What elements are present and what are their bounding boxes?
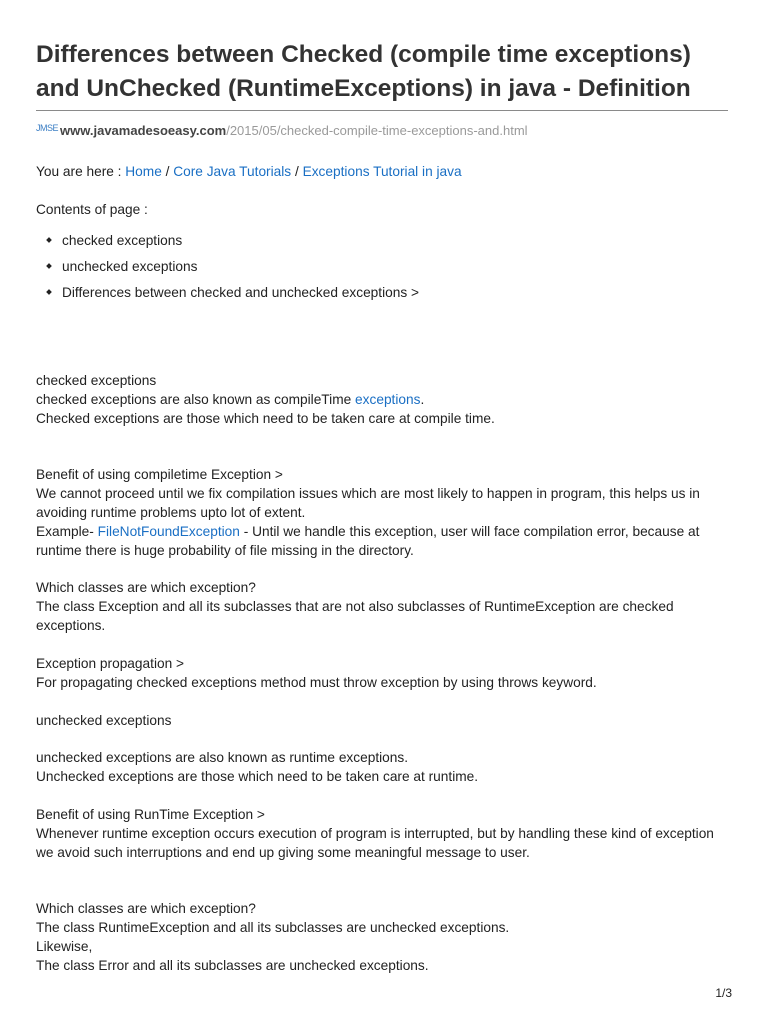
page-header	[36, 38, 728, 309]
title-divider	[36, 110, 728, 111]
unchecked-section	[36, 748, 728, 786]
benefit-compile-section	[36, 465, 728, 560]
source-path[interactable]: /2015/05/checked-compile-time-exceptions-and.html	[226, 123, 528, 138]
contents-item: Differences between checked and unchecked exceptions >	[36, 283, 728, 302]
breadcrumb-core-java-link[interactable]: Core Java Tutorials	[173, 164, 292, 179]
benefit-compile-heading: Benefit of using compiletime Exception >	[36, 467, 283, 482]
unchecked-line-2: Unchecked exceptions are those which need to be taken care at runtime.	[36, 769, 479, 784]
example-text: - Until we handle this exception, user will face compilation error, because at runtime there is huge probability of file missing in the directory.	[36, 524, 700, 558]
which-checked-section	[36, 578, 728, 635]
which-checked-paragraph: The class Exception and all its subclasses that are not also subclasses of RuntimeException are checked exceptions.	[36, 599, 674, 633]
which-unchecked-heading: Which classes are which exception?	[36, 901, 256, 916]
benefit-compile-example	[36, 522, 728, 560]
contents-heading: Contents of page :	[36, 202, 148, 217]
breadcrumb-exceptions-link[interactable]: Exceptions Tutorial in java	[302, 164, 462, 179]
benefit-runtime-heading: Benefit of using RunTime Exception >	[36, 807, 265, 822]
checked-line-1-end: .	[420, 392, 425, 407]
unchecked-line-1: unchecked exceptions are also known as runtime exceptions.	[36, 750, 409, 765]
propagation-heading: Exception propagation >	[36, 656, 185, 671]
source-host[interactable]: www.javamadesoeasy.com	[60, 123, 227, 138]
unchecked-heading-block	[36, 711, 728, 730]
which-checked-heading: Which classes are which exception?	[36, 580, 256, 595]
which-unchecked-line-1: The class RuntimeException and all its subclasses are unchecked exceptions.	[36, 920, 510, 935]
contents-list	[36, 231, 728, 302]
which-unchecked-section	[36, 899, 728, 975]
unchecked-heading: unchecked exceptions	[36, 713, 172, 728]
breadcrumb-separator: /	[161, 164, 174, 179]
checked-line-1-text: checked exceptions are also known as compileTime	[36, 392, 356, 407]
checked-section	[36, 371, 728, 428]
page-number: 1/3	[715, 986, 732, 1000]
which-unchecked-line-2: Likewise,	[36, 939, 93, 954]
filenotfoundexception-link[interactable]: FileNotFoundException	[97, 524, 240, 539]
breadcrumb	[36, 162, 728, 181]
checked-line-1	[36, 390, 728, 409]
benefit-runtime-paragraph: Whenever runtime exception occurs execution of program is interrupted, but by handling these kind of exception we avoid such interruptions and end up giving some meaningful message to user.	[36, 826, 714, 860]
checked-heading: checked exceptions	[36, 373, 157, 388]
exceptions-link[interactable]: exceptions	[355, 392, 421, 407]
breadcrumb-home-link[interactable]: Home	[125, 164, 162, 179]
benefit-compile-paragraph: We cannot proceed until we fix compilation issues which are most likely to happen in program, this helps us in avoiding runtime problems upto lot of extent.	[36, 486, 700, 520]
checked-line-2: Checked exceptions are those which need to be taken care at compile time.	[36, 411, 495, 426]
which-unchecked-line-3: The class Error and all its subclasses are unchecked exceptions.	[36, 958, 429, 973]
example-prefix: Example-	[36, 524, 98, 539]
site-logo-icon: JMSE	[36, 123, 59, 133]
source-url[interactable]	[36, 119, 728, 140]
propagation-section	[36, 654, 728, 692]
contents-item: unchecked exceptions	[36, 257, 728, 276]
contents-item: checked exceptions	[36, 231, 728, 250]
page-title: Differences between Checked (compile time exceptions) and UnChecked (RuntimeExceptions) in java - Definition	[36, 41, 691, 102]
propagation-paragraph: For propagating checked exceptions method must throw exception by using throws keyword.	[36, 675, 597, 690]
benefit-runtime-section	[36, 805, 728, 862]
breadcrumb-separator: /	[291, 164, 303, 179]
breadcrumb-prefix: You are here :	[36, 164, 126, 179]
